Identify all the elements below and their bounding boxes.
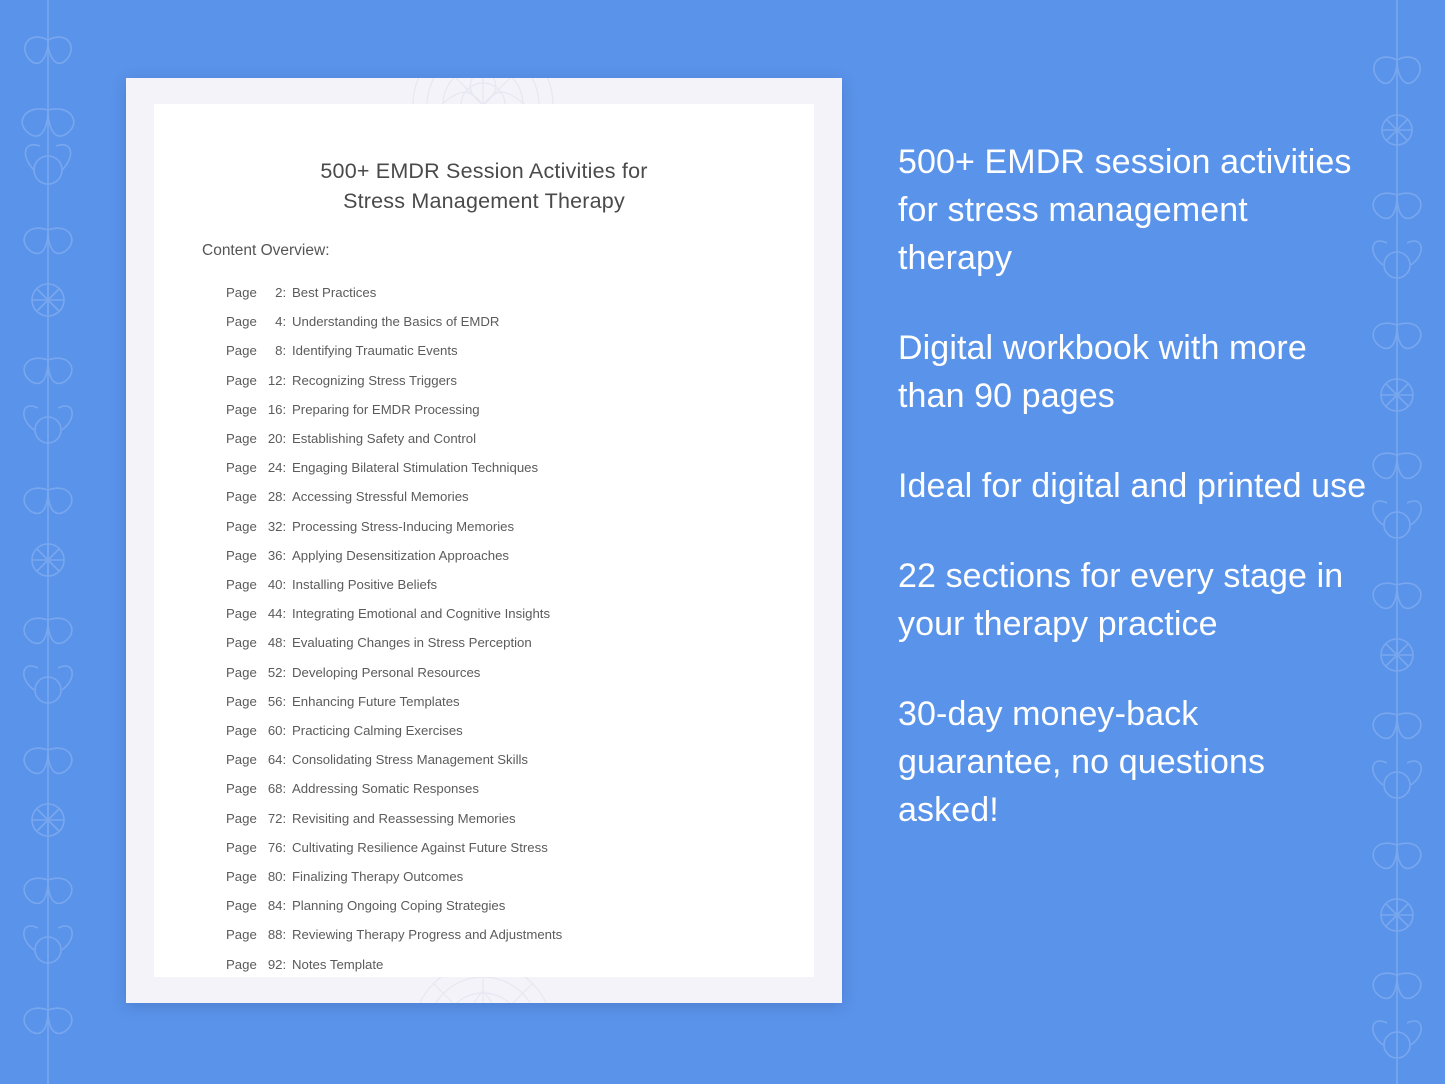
toc-entry-page: Page 64: xyxy=(226,745,288,774)
toc-page-word: Page xyxy=(226,372,257,388)
toc-entry-page: Page 36: xyxy=(226,541,288,570)
toc-page-number: 40 xyxy=(267,577,283,593)
toc-page-word: Page xyxy=(226,752,257,768)
toc-page-number: 60 xyxy=(267,723,283,739)
toc-page-word: Page xyxy=(226,518,257,534)
toc-entry-title: Integrating Emotional and Cognitive Insights xyxy=(292,606,551,622)
toc-page-word: Page xyxy=(226,577,257,593)
toc-entry xyxy=(226,745,768,774)
toc-page-word: Page xyxy=(226,314,257,330)
toc-entry-title: Finalizing Therapy Outcomes xyxy=(292,869,464,885)
toc-page-word: Page xyxy=(226,927,257,943)
toc-entry-page: Page 52: xyxy=(226,658,288,687)
toc-entry xyxy=(226,862,768,891)
toc-entry-page: Page 40: xyxy=(226,570,288,599)
toc-page-word: Page xyxy=(226,635,257,651)
toc-entry-title: Best Practices xyxy=(292,285,377,300)
toc-page-number: 24 xyxy=(267,460,283,476)
toc-entry-page: Page 12: xyxy=(226,366,288,395)
toc-entry-title: Processing Stress-Inducing Memories xyxy=(292,518,515,534)
toc-entry-title: Cultivating Resilience Against Future Stress xyxy=(292,839,548,855)
mandala-decoration-right-icon xyxy=(826,478,842,643)
toc-entry-title: Consolidating Stress Management Skills xyxy=(292,752,529,768)
toc-entry xyxy=(226,336,768,365)
toc-entry-page: Page 32: xyxy=(226,512,288,541)
toc-entry xyxy=(226,541,768,570)
toc-page-word: Page xyxy=(226,431,257,447)
toc-entry xyxy=(226,891,768,920)
toc-entry-title: Enhancing Future Templates xyxy=(292,693,460,709)
toc-entry-page: Page 60: xyxy=(226,716,288,745)
toc-page-number: 32 xyxy=(267,518,283,534)
toc-page-number: 16 xyxy=(267,401,283,417)
toc-page-number: 88 xyxy=(267,927,283,943)
toc-entry-page: Page 88: xyxy=(226,920,288,949)
toc-entry-title: Notes Template xyxy=(292,956,384,972)
marketing-bullet: 500+ EMDR session activities for stress management therapy xyxy=(898,143,1352,277)
page-title-line-2: Stress Management Therapy xyxy=(343,189,625,213)
toc-page-word: Page xyxy=(226,869,257,885)
toc-page-word: Page xyxy=(226,401,257,417)
toc-page-number: 80 xyxy=(267,869,283,885)
toc-entry-title: Applying Desensitization Approaches xyxy=(292,547,509,563)
toc-page-number: 12 xyxy=(267,372,283,388)
toc-entry xyxy=(226,628,768,657)
toc-entry-title: Accessing Stressful Memories xyxy=(292,489,469,505)
toc-entry-title: Planning Ongoing Coping Strategies xyxy=(292,898,506,914)
toc-entry-title: Recognizing Stress Triggers xyxy=(292,372,457,388)
toc-entry xyxy=(226,687,768,716)
marketing-bullet: 22 sections for every stage in your therapy practice xyxy=(898,557,1344,643)
toc-page-word: Page xyxy=(226,839,257,855)
toc-entry xyxy=(226,307,768,336)
toc-page-number: 4 xyxy=(275,314,283,330)
toc-entry-page: Page 92: xyxy=(226,950,288,979)
toc-entry-title: Practicing Calming Exercises xyxy=(292,723,463,739)
toc-entry xyxy=(226,599,768,628)
toc-page-word: Page xyxy=(226,664,257,680)
toc-entry-page: Page 72: xyxy=(226,804,288,833)
toc-entry-page: Page 68: xyxy=(226,774,288,803)
toc-page-number: 76 xyxy=(267,839,283,855)
toc-entry xyxy=(226,278,768,307)
toc-entry-title: Addressing Somatic Responses xyxy=(292,781,479,797)
toc-page-word: Page xyxy=(226,460,257,476)
toc-entry-title: Identifying Traumatic Events xyxy=(292,343,458,359)
toc-page-number: 28 xyxy=(267,489,283,505)
marketing-bullet: Digital workbook with more than 90 pages xyxy=(898,329,1307,415)
toc-entry-page: Page 56: xyxy=(226,687,288,716)
toc-entry-title: Installing Positive Beliefs xyxy=(292,577,438,593)
toc-page-word: Page xyxy=(226,898,257,914)
toc-page-number: 44 xyxy=(267,606,283,622)
toc-entry-page: Page 28: xyxy=(226,482,288,511)
toc-entry xyxy=(226,920,768,949)
toc-entry-page: Page 16: xyxy=(226,395,288,424)
toc-entry-page: Page 20: xyxy=(226,424,288,453)
toc-entry-page: Page 24: xyxy=(226,453,288,482)
page-title-line-1: 500+ EMDR Session Activities for xyxy=(320,159,648,183)
toc-page-word: Page xyxy=(226,606,257,622)
toc-page-word: Page xyxy=(226,810,257,826)
toc-page-number: 48 xyxy=(267,635,283,651)
toc-entry-page: Page 44: xyxy=(226,599,288,628)
toc-page-number: 68 xyxy=(267,781,283,797)
toc-entry xyxy=(226,716,768,745)
toc-entry xyxy=(226,658,768,687)
toc-entry-page: Page 2: xyxy=(226,278,288,307)
toc-entry-page: Page 84: xyxy=(226,891,288,920)
toc-entry xyxy=(226,950,768,979)
toc-page-number: 2 xyxy=(275,285,283,300)
toc-entry xyxy=(226,804,768,833)
marketing-bullet: Ideal for digital and printed use xyxy=(898,467,1367,505)
document-page xyxy=(154,104,814,977)
toc-entry-title: Developing Personal Resources xyxy=(292,664,481,680)
toc-page-word: Page xyxy=(226,781,257,797)
toc-entry xyxy=(226,424,768,453)
toc-entry-title: Preparing for EMDR Processing xyxy=(292,401,480,417)
toc-entry xyxy=(226,833,768,862)
toc-page-number: 56 xyxy=(267,693,283,709)
toc-entry-page: Page 8: xyxy=(226,336,288,365)
table-of-contents xyxy=(226,278,768,979)
toc-entry-page: Page 48: xyxy=(226,628,288,657)
toc-entry-title: Establishing Safety and Control xyxy=(292,431,477,447)
floral-border-left-icon xyxy=(0,0,96,1084)
page-title xyxy=(200,156,768,216)
toc-page-number: 72 xyxy=(267,810,283,826)
toc-page-word: Page xyxy=(226,723,257,739)
toc-page-word: Page xyxy=(226,343,257,359)
toc-entry xyxy=(226,512,768,541)
toc-page-number: 20 xyxy=(267,431,283,447)
toc-entry xyxy=(226,774,768,803)
toc-entry-title: Revisiting and Reassessing Memories xyxy=(292,810,516,826)
toc-entry xyxy=(226,395,768,424)
toc-entry-page: Page 76: xyxy=(226,833,288,862)
toc-page-number: 8 xyxy=(275,343,283,359)
toc-page-word: Page xyxy=(226,285,257,300)
document-preview xyxy=(126,78,842,1003)
toc-page-number: 92 xyxy=(267,956,283,972)
toc-page-number: 52 xyxy=(267,664,283,680)
marketing-bullet: 30-day money-back guarantee, no questions asked! xyxy=(898,695,1266,829)
toc-page-word: Page xyxy=(226,956,257,972)
toc-entry-title: Understanding the Basics of EMDR xyxy=(292,314,500,330)
toc-entry-page: Page 4: xyxy=(226,307,288,336)
toc-page-number: 64 xyxy=(267,752,283,768)
toc-page-number: 36 xyxy=(267,547,283,563)
toc-entry-page: Page 80: xyxy=(226,862,288,891)
content-overview-label: Content Overview: xyxy=(202,242,330,259)
toc-entry-title: Evaluating Changes in Stress Perception xyxy=(292,635,532,651)
toc-entry xyxy=(226,570,768,599)
toc-page-word: Page xyxy=(226,489,257,505)
toc-entry xyxy=(226,453,768,482)
toc-entry xyxy=(226,366,768,395)
toc-entry-title: Reviewing Therapy Progress and Adjustments xyxy=(292,927,563,943)
toc-page-number: 84 xyxy=(267,898,283,914)
toc-entry xyxy=(226,482,768,511)
marketing-bullet-list xyxy=(898,138,1368,834)
toc-entry-title: Engaging Bilateral Stimulation Techniques xyxy=(292,460,539,476)
toc-page-word: Page xyxy=(226,547,257,563)
toc-page-word: Page xyxy=(226,693,257,709)
